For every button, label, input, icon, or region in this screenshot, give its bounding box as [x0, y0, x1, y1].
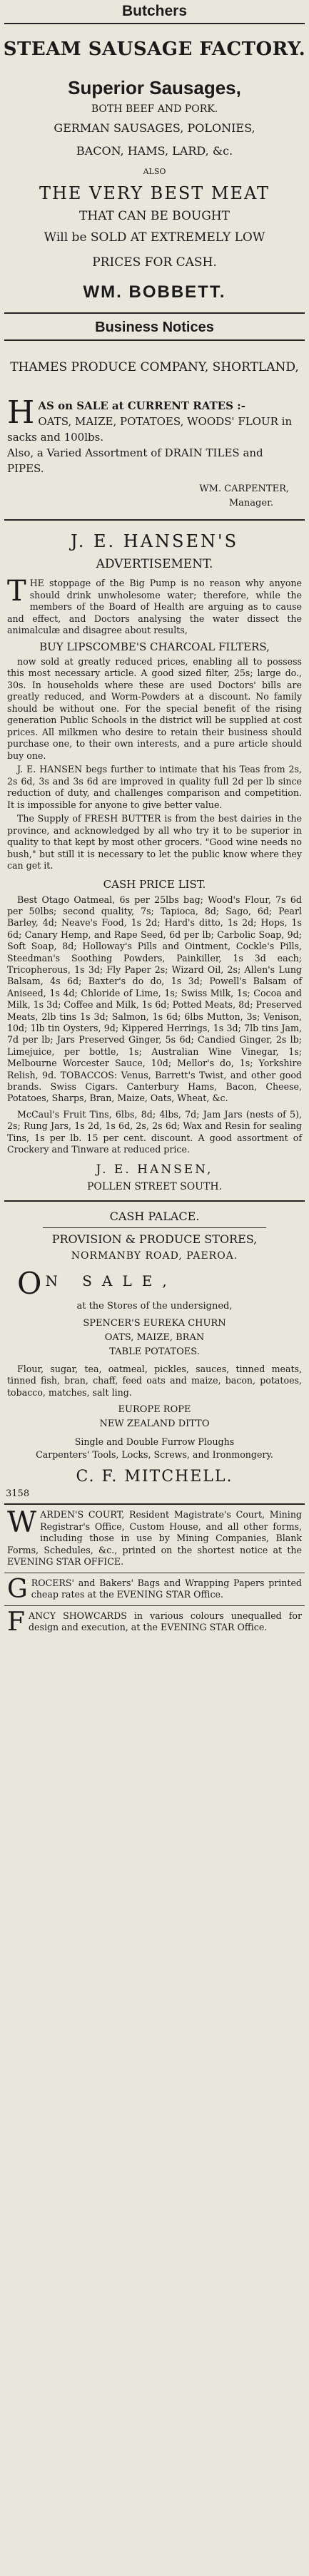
ploughs-line: Single and Double Furrow Ploughs — [74, 1436, 235, 1448]
best-meat: THE VERY BEST MEAT — [39, 183, 270, 203]
carpenter-signature: WM. CARPENTER, — [199, 484, 289, 494]
drop-cap-g: G — [7, 1574, 28, 1604]
drop-cap-h: H — [7, 394, 35, 431]
oats-maize-bran: OATS, MAIZE, BRAN — [104, 1332, 205, 1343]
ad-number: 3158 — [6, 1488, 30, 1500]
on-sale-heading — [7, 1265, 302, 1301]
on-sale-line: AS on SALE at CURRENT RATES :- — [38, 399, 245, 412]
bacon-hams: BACON, HAMS, LARD, &c. — [76, 144, 233, 158]
will-be-sold: Will be SOLD AT EXTREMELY LOW — [44, 230, 265, 245]
that-can-be-bought: THAT CAN BE BOUGHT — [79, 209, 230, 223]
filters-title: BUY LIPSCOMBE'S CHARCOAL FILTERS, — [39, 640, 270, 653]
drop-cap-o: O — [17, 1265, 42, 1301]
on-sale-text: N SALE, — [45, 1272, 177, 1289]
divider — [4, 339, 305, 341]
grocers-text: ROCERS' and Bakers' Bags and Wrapping Papers printed cheap rates at the EVENING STAR Office. — [31, 1577, 302, 1600]
cash-palace-title: CASH PALACE. — [109, 1209, 200, 1223]
thames-produce-title: THAMES PRODUCE COMPANY, SHORTLAND, — [10, 360, 299, 374]
divider — [4, 1503, 305, 1505]
hansen-paragraph-3: J. E. HANSEN begs further to intimate that his Teas from 2s, 2s 6d, 3s and 3s 6d are improved in quality full 2d per lb since reduction of duty, and challenges comparison and competition. It is impossible for anyone to give better value. — [7, 764, 302, 810]
palace-goods-list: Flour, sugar, tea, oatmeal, pickles, sauces, tinned meats, tinned fish, bran, chaff, feed oats and maize, bacon, potatoes, tobacco, matches, salt ling. — [7, 1363, 302, 1398]
hansen-street: POLLEN STREET SOUTH. — [87, 1180, 222, 1192]
carpenters-tools: Carpenters' Tools, Locks, Screws, and Ironmongery. — [36, 1449, 273, 1461]
drain-tiles-line: Also, a Varied Assortment of DRAIN TILES and PIPES. — [7, 446, 263, 475]
cash-price-list-title: CASH PRICE LIST. — [103, 877, 206, 891]
hansen-paragraph-6: McCaul's Fruit Tins, 6lbs, 8d; 4lbs, 7d; Jam Jars (nests of 5), 2s; Rung Jars, 1s 2d, 1s 6d, 2s, 2s 6d; Wax and Resin for sealing Tins, 1s per lb. 15 per cent. discount. A good assortment of Crockery and Tinware at reduced price. — [7, 1108, 302, 1155]
drop-cap-f: F — [7, 1607, 25, 1637]
at-stores: at the Stores of the undersigned, — [76, 1300, 233, 1312]
hansen-subtitle: ADVERTISEMENT. — [96, 557, 213, 571]
steam-sausage-title: STEAM SAUSAGE FACTORY. — [3, 39, 306, 60]
hansen-signature: J. E. HANSEN, — [96, 1162, 213, 1177]
prices-for-cash: PRICES FOR CASH. — [92, 255, 217, 270]
table-potatoes: TABLE POTATOES. — [109, 1346, 200, 1357]
fancy-text: ANCY SHOWCARDS in various colours unequalled for design and execution, at the EVENING STAR Office. — [28, 1610, 302, 1633]
thames-items: OATS, MAIZE, POTATOES, WOODS' FLOUR in sacks and 100lbs. — [7, 415, 293, 444]
mitchell-signature: C. F. MITCHELL. — [76, 1468, 233, 1486]
german-sausages: GERMAN SAUSAGES, POLONIES, — [54, 121, 255, 135]
divider — [43, 1227, 266, 1228]
section-header-business-notices: Business Notices — [95, 320, 214, 335]
also-label: ALSO — [143, 167, 166, 176]
hansen-title: J. E. HANSEN'S — [70, 531, 239, 551]
wardens-text: ARDEN'S COURT, Resident Magistrate's Court, Mining Registrar's Office, Custom House, and all other forms, including those in use by Mining Companies, Blank Forms, Schedules, &c., printed on the shortest notice at the EVENING STAR OFFICE. — [7, 1509, 302, 1568]
nz-ditto: NEW ZEALAND DITTO — [99, 1419, 210, 1430]
wardens-court-notice — [7, 1506, 302, 1568]
fancy-showcards-notice — [7, 1607, 302, 1637]
hansen-paragraph-2: now sold at greatly reduced prices, enabling all to possess this most necessary article. A good sized filter, 25s; large do., 30s. In households where these are used Doctors' bills are greatly reduced, and Worm-Powders at a discount. No family should be without one. For the special benefit of the rising generation Public Schools in the district will be supplied at cost prices. All milkmen who desire to retain their business should purchase one, to their own interests, and a pure article should buy one. — [7, 655, 302, 761]
thames-produce-body — [7, 394, 302, 482]
divider — [4, 519, 305, 521]
drop-cap-w: W — [7, 1506, 37, 1540]
superior-sausages: Superior Sausages, — [68, 77, 241, 98]
hansen-paragraph-4: The Supply of FRESH BUTTER is from the best dairies in the province, and acknowledged by all who try it to be superior in quality to that kept by most other grocers. "Good wine needs no bush," but still it is necessary to let the public know where they can get it. — [7, 813, 302, 871]
drop-cap-t: T — [7, 575, 26, 608]
provision-stores: PROVISION & PRODUCE STORES, — [51, 1232, 258, 1246]
cash-price-list-body: Best Otago Oatmeal, 6s per 25lbs bag; Wood's Flour, 7s 6d per 50lbs; second quality, 7s; Tapioca, 8d; Sago, 6d; Pearl Barley, 4d; Neave's Food, 1s 2d; Hard's ditto, 1s 2d; Hops, 1s 6d; Canary Hemp, and Rape Seed, 6d per lb; Carbolic Soap, 9d; Soft Soap, 8d; Holloway's Pills and Ointment, Cockle's Pills, Steedman's Soothing Powders, Painkiller, 1s 3d each; Tricopherous, 1s 3d; Fly Paper 2s; Wizard Oil, 2s; Allen's Lung Balsam, 4s 6d; Baxter's do do, 1s 3d; Powell's Balsam of Aniseed, 1s 4d; Chloride of Lime, 1s; Swiss Milk, 1s; Cocoa and Milk, 1s 3d; Coffee and Milk, 1s 6d; Potted Meats, 8d; Preserved Meats, 2lb tins 1s 3d; Salmon, 1s 6d; 6lbs Mutton, 3s; Venison, 10d; 1lb tin Oysters, 9d; Kippered Herrings, 1s 3d; 7lb tins Jam, 7d per lb; Jars Preserved Ginger, 5s 6d; Candied Ginger, 2s lb; Limejuice, per bottle, 1s; Australian Wine Vinegar, 1s; Melbourne Worcester Sauce, 10d; Mellor's do, 1s; Yorkshire Relish, 9d. TOBACCOS: Venus, Barrett's Twist, and other good brands. Swiss Cigars. Canterbury Hams, Bacon, Cheese, Potatoes, Sharps, Bran, Maize, Oats, Wheat, &c. — [7, 894, 302, 1104]
grocers-notice — [7, 1574, 302, 1604]
hansen-p1-text: HE stoppage of the Big Pump is no reason why anyone should drink unwholesome water; therefore, while the members of the Board of Health are arguing as to cause and effect, and Doctors analysing the water dissect the animalculæ and disagree about results, — [7, 578, 302, 635]
manager-label: Manager. — [228, 498, 273, 508]
divider — [4, 1200, 305, 1202]
divider — [4, 1605, 305, 1606]
normanby-road: NORMANBY ROAD, PAEROA. — [71, 1249, 238, 1262]
hansen-paragraph-1 — [7, 575, 302, 637]
bobbett-name: WM. BOBBETT. — [83, 282, 226, 302]
europe-rope: EUROPE ROPE — [118, 1404, 191, 1416]
section-header-butchers: Butchers — [121, 3, 188, 19]
spencer-churn: SPENCER'S EUREKA CHURN — [83, 1317, 226, 1329]
both-beef-pork: BOTH BEEF AND PORK. — [91, 103, 218, 115]
